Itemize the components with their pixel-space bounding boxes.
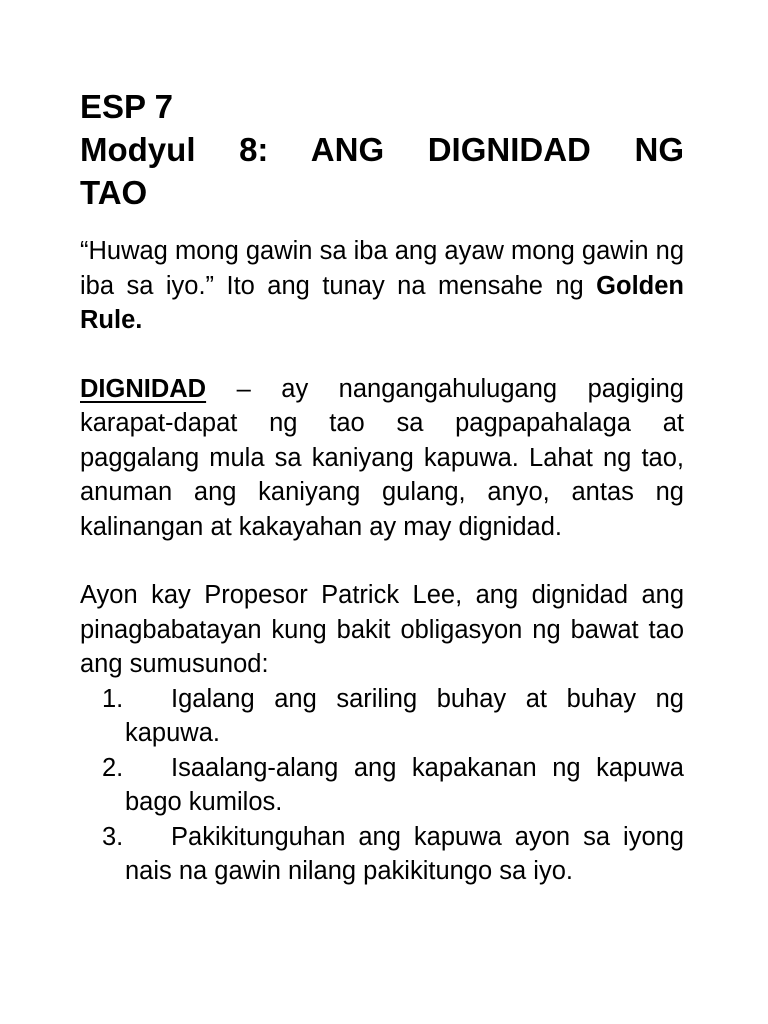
list-item-text: Igalang ang sariling buhay at buhay ng kapuwa. [125,684,684,747]
dignidad-term: DIGNIDAD [80,374,207,403]
module-title-continued: TAO [80,174,148,211]
list-item-number: 1. [102,684,124,713]
golden-rule-term: Golden Rule. [80,271,684,334]
list-item-text: Isaalang-alang ang kapakanan ng kapuwa bago kumilos. [125,753,684,816]
obligations-list [80,682,684,889]
subject-code: ESP 7 [80,88,173,125]
golden-rule-paragraph [80,234,684,338]
list-item-number: 2. [102,753,124,782]
module-title: Modyul 8: ANG DIGNIDAD NG [80,131,684,168]
golden-rule-quote: “Huwag mong gawin sa iba ang ayaw mong gawin ng iba sa iyo.” Ito ang tunay na mensahe ng [80,237,684,300]
list-item [102,751,684,820]
list-item-text: Pakikitunguhan ang kapuwa ayon sa iyong nais na gawin nilang pakikitungo sa iyo. [125,822,684,885]
dignidad-definition [80,372,684,545]
list-item [102,820,684,889]
list-item-number: 3. [102,822,124,851]
module-heading [80,85,684,214]
patrick-lee-intro: Ayon kay Propesor Patrick Lee, ang dignidad ang pinagbabatayan kung bakit obligasyon ng bawat tao ang sumusunod: [80,581,684,678]
dignidad-definition-text: – ay nangangahulugang pagiging karapat-dapat ng tao sa pagpapahalaga at paggalang mula sa kaniyang kapuwa. Lahat ng tao, anuman ang kaniyang gulang, anyo, antas ng kalinangan at kakayahan ay may dignidad. [80,374,684,541]
list-item [102,682,684,751]
